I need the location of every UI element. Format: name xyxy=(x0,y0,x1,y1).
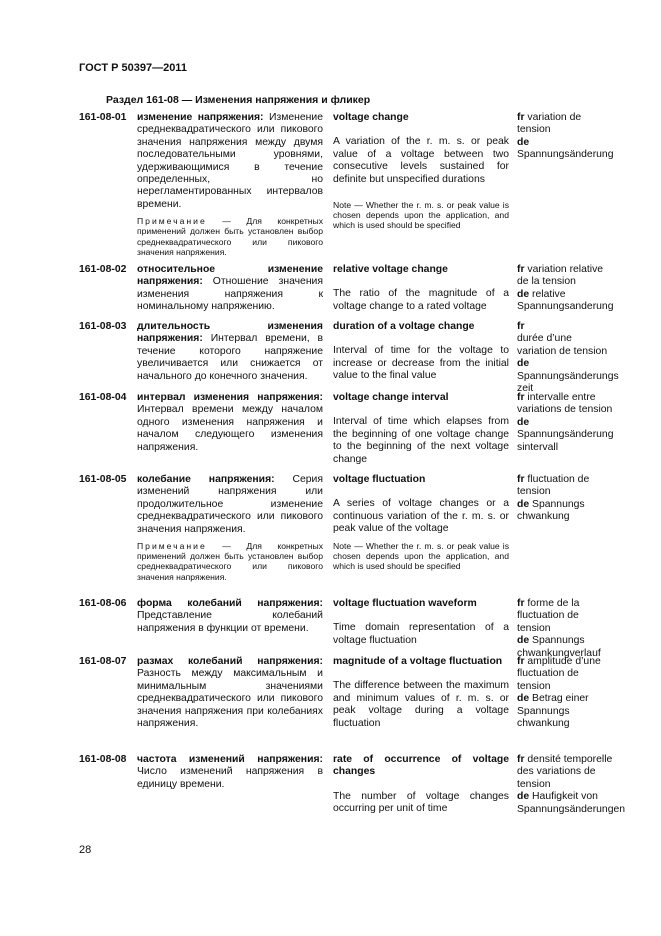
en-definition: A variation of the r. m. s. or peak value of a voltage between two consecutive levels sustained for definite but unspecified durations xyxy=(333,136,509,185)
term-entry-161-08-01 xyxy=(79,112,613,257)
ru-term: интервал изменения напряжения: xyxy=(137,392,323,403)
de-label: de xyxy=(517,693,530,705)
term-entry-161-08-08 xyxy=(79,754,626,836)
fr-term: variation de tension xyxy=(517,112,582,136)
term-entry-161-08-02 xyxy=(79,264,613,319)
ru-term: длительность изменения напряжения: xyxy=(137,321,323,345)
de-label: de xyxy=(517,498,530,510)
ru-column xyxy=(137,474,323,582)
en-definition: The number of voltage changes occurring per unit of time xyxy=(333,790,509,815)
ru-note: — Для конкретных применений должен быть установлен выбор среднеквадратического или пикового значения напряжения. xyxy=(137,216,323,257)
fr-term: variation relative de la tension xyxy=(517,264,604,288)
ru-definition: Изменение среднеквадратического или пикового значения напряжения между двумя последовательными уровнями, удерживающимися в течение определенных, но нерегламентированных интервалов времени. xyxy=(137,112,323,210)
fr-label: fr xyxy=(517,392,525,403)
de-term: Betrag einer Spannungs chwankung xyxy=(517,693,589,730)
en-column xyxy=(333,754,509,816)
ru-column xyxy=(137,112,323,257)
ru-definition: Интервал времени, в течение которого напряжение увеличивается или снижается от начального до конечного значения. xyxy=(137,333,324,382)
ru-term: изменение напряжения: xyxy=(137,112,264,123)
en-column xyxy=(333,474,509,571)
fr-de-column xyxy=(517,656,613,730)
en-term: voltage fluctuation waveform xyxy=(333,598,477,609)
en-note: Note — Whether the r. m. s. or peak value is chosen depends upon the application, and which is used should be specified xyxy=(333,540,509,572)
de-label: de xyxy=(517,136,530,148)
en-term: voltage change xyxy=(333,112,409,123)
ru-column xyxy=(137,321,323,383)
en-column xyxy=(333,392,509,466)
section-title: Раздел 161-08 — Изменения напряжения и фликер xyxy=(106,94,371,106)
term-id: 161-08-02 xyxy=(79,264,127,275)
term-entry-161-08-04 xyxy=(79,392,613,470)
en-definition: A series of voltage changes or a continuous variation of the r. m. s. or peak value of the voltage xyxy=(333,498,509,535)
de-label: de xyxy=(517,791,530,803)
fr-label: fr xyxy=(517,321,525,332)
de-term: Spannungs chwankungverlauf xyxy=(517,635,601,659)
fr-label: fr xyxy=(517,474,525,485)
en-definition: Interval of time for the voltage to increase or decrease from the initial value to the final value xyxy=(333,345,509,382)
ru-definition: Отношение значения изменения напряжения к номинальному напряжению. xyxy=(137,276,323,313)
ru-definition: Серия изменений напряжения или продолжительное изменение среднеквадратического или пикового значения напряжения. xyxy=(137,474,323,535)
fr-label: fr xyxy=(517,264,525,275)
en-term: rate of occurrence of voltage changes xyxy=(333,754,509,778)
en-definition: The ratio of the magnitude of a voltage change to a rated voltage xyxy=(333,288,509,312)
en-term: relative voltage change xyxy=(333,264,448,275)
en-definition: The difference between the maximum and minimum values of r. m. s. or peak voltage during a voltage fluctuation xyxy=(333,680,509,729)
en-column xyxy=(333,321,509,383)
ru-note: — Для конкретных применений должен быть установлен выбор среднеквадратического или пикового значения напряжения. xyxy=(137,541,323,582)
term-id: 161-08-07 xyxy=(79,656,127,667)
fr-de-column xyxy=(517,112,613,162)
term-entry-161-08-06 xyxy=(79,598,613,659)
de-term: Spannungsänderungs zeit xyxy=(517,370,619,395)
ru-term: размах колебаний напряжения: xyxy=(137,656,323,667)
en-definition: Time domain representation of a voltage fluctuation xyxy=(333,622,509,646)
fr-term: densité temporelle des variations de tension xyxy=(517,754,613,790)
fr-term: amplitude d’une fluctuation de tension xyxy=(517,656,601,692)
term-id: 161-08-06 xyxy=(79,598,127,609)
de-term: relative Spannungsanderung xyxy=(517,288,614,313)
de-label: de xyxy=(517,635,530,647)
ru-column xyxy=(137,656,323,730)
ru-term: форма колебаний напряжения: xyxy=(137,598,323,609)
standard-header: ГОСТ Р 50397—2011 xyxy=(79,62,187,74)
ru-definition: Число изменений напряжения в единицу времени. xyxy=(137,766,323,790)
en-term: voltage fluctuation xyxy=(333,474,426,485)
ru-column xyxy=(137,754,323,791)
fr-term: fluctuation de tension xyxy=(517,474,590,498)
de-term: Spannungs chwankung xyxy=(517,498,585,523)
term-entry-161-08-07 xyxy=(79,656,613,748)
fr-label: fr xyxy=(517,754,525,765)
term-id: 161-08-04 xyxy=(79,392,127,403)
ru-note-label: Примечание xyxy=(137,541,207,552)
ru-term: колебание напряжения: xyxy=(137,474,275,485)
fr-term: forme de la fluctuation de tension xyxy=(517,598,580,634)
fr-term: intervalle entre variations de tension xyxy=(517,392,613,416)
fr-label: fr xyxy=(517,598,525,609)
ru-column xyxy=(137,392,323,454)
page-number: 28 xyxy=(79,844,92,856)
en-note: Note — Whether the r. m. s. or peak value is chosen depends upon the application, and which is used should be specified xyxy=(333,200,509,231)
en-column xyxy=(333,656,509,730)
term-id: 161-08-03 xyxy=(79,321,127,332)
term-id: 161-08-01 xyxy=(79,112,127,123)
ru-term: частота изменений напряжения: xyxy=(137,754,323,765)
fr-de-column xyxy=(517,321,619,395)
en-column xyxy=(333,264,509,313)
ru-note-label: Примечание xyxy=(137,216,207,227)
fr-de-column xyxy=(517,598,613,660)
ru-definition: Представление колебаний напряжения в функции от времени. xyxy=(137,610,323,634)
fr-de-column xyxy=(517,474,613,524)
ru-definition: Разность между максимальным и минимальным значениями среднеквадратического или пикового значения напряжения при колебаниях напряжения. xyxy=(137,668,323,730)
en-term: duration of a voltage change xyxy=(333,321,475,332)
term-id: 161-08-08 xyxy=(79,754,127,765)
en-term: magnitude of a voltage fluctuation xyxy=(333,656,503,667)
term-entry-161-08-03 xyxy=(79,321,619,395)
en-column xyxy=(333,112,509,231)
ru-column xyxy=(137,264,323,314)
fr-term: durée d’une variation de tension xyxy=(517,333,608,357)
fr-de-column xyxy=(517,264,613,314)
en-term: voltage change interval xyxy=(333,392,449,403)
en-column xyxy=(333,598,509,647)
de-term: Haufigkeit von Spannungsänderungen xyxy=(517,791,626,815)
term-entry-161-08-05 xyxy=(79,474,613,598)
term-id: 161-08-05 xyxy=(79,474,127,485)
fr-de-column xyxy=(517,392,613,454)
de-label: de xyxy=(517,358,530,370)
fr-label: fr xyxy=(517,112,525,123)
fr-de-column xyxy=(517,754,626,816)
ru-term: относительное изменение напряжения: xyxy=(137,264,323,288)
de-label: de xyxy=(517,416,530,428)
de-term: Spannungsänderung xyxy=(517,149,614,161)
de-label: de xyxy=(517,288,530,300)
ru-column xyxy=(137,598,323,635)
ru-definition: Интервал времени между началом одного изменения напряжения и началом следующего изменения напряжения. xyxy=(137,404,323,453)
en-definition: Interval of time which elapses from the beginning of one voltage change to the beginning of the next voltage change xyxy=(333,416,509,465)
fr-label: fr xyxy=(517,656,525,667)
de-term: Spannungsänderung sintervall xyxy=(517,429,614,453)
